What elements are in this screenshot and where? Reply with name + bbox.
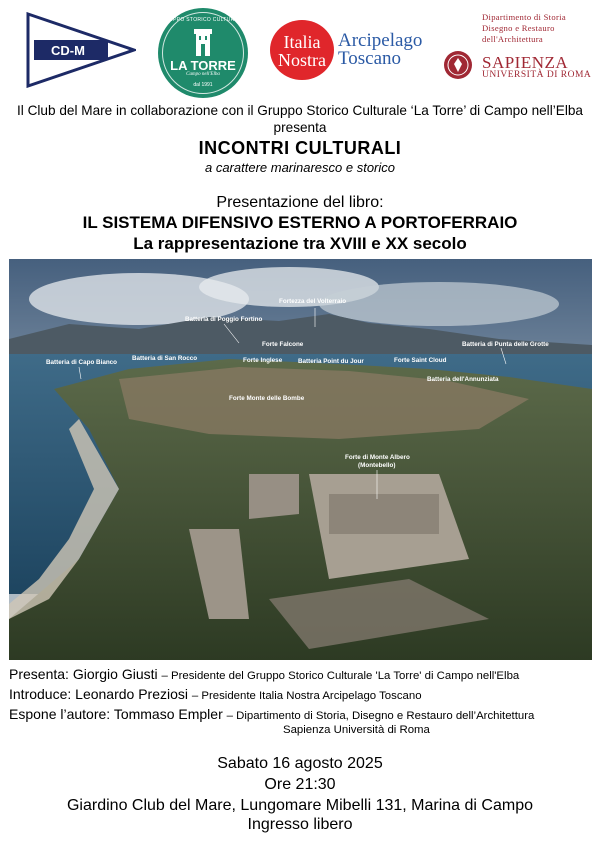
credit-introduce-label: Introduce: Leonardo Preziosi	[9, 686, 188, 702]
label-montebello: (Montebello)	[358, 462, 396, 469]
dipartimento-line2: Disegno e Restauro	[482, 23, 555, 33]
credit-introduce-role: – Presidente Italia Nostra Arcipelago Toscano	[191, 690, 422, 702]
arcipelago-line2: Toscano	[338, 48, 402, 69]
credit-presenta-role: – Presidente del Gruppo Storico Culturale 'La Torre' di Campo nell'Elba	[161, 670, 520, 682]
event-entry: Ingresso libero	[247, 816, 353, 833]
label-forte-falcone: Forte Falcone	[262, 341, 304, 348]
club-del-mare-logo	[26, 12, 136, 88]
book-subtitle: La rappresentazione tra XVIII e XX secolo	[133, 234, 467, 253]
label-forte-saint-cloud: Forte Saint Cloud	[394, 357, 447, 364]
label-batteria-point-du-jour: Batteria Point du Jour	[298, 358, 364, 365]
credit-presenta	[9, 666, 519, 682]
event-title: INCONTRI CULTURALI	[198, 138, 402, 158]
torre-sub: Campo nell'Elba	[186, 72, 220, 77]
label-fortezza-volterraio: Fortezza del Volterraio	[279, 298, 347, 305]
italia-nostra-logo	[270, 20, 334, 80]
arcipelago-line1: Arcipelago	[338, 30, 423, 51]
aerial-photo	[9, 259, 592, 660]
label-batteria-punta-grotte: Batteria di Punta delle Grotte	[462, 341, 549, 348]
dipartimento-line1: Dipartimento di Storia	[482, 12, 566, 22]
sapienza-sub: UNIVERSITÀ DI ROMA	[482, 70, 592, 80]
label-batteria-capo-bianco: Batteria di Capo Bianco	[46, 359, 118, 366]
dipartimento-logo	[482, 12, 594, 45]
book-intro: Presentazione del libro:	[216, 194, 384, 211]
event-place: Giardino Club del Mare, Lungomare Mibelli 131, Marina di Campo	[66, 797, 533, 814]
label-batteria-annunziata: Batteria dell'Annunziata	[427, 376, 499, 383]
sapienza-name: SAPIENZA	[482, 53, 569, 72]
label-forte-inglese: Forte Inglese	[243, 357, 283, 364]
event-time: Ore 21:30	[264, 776, 336, 793]
credit-espone-affiliation: Sapienza Università di Roma	[283, 724, 430, 736]
presenta-text: presenta	[273, 120, 327, 135]
sapienza-seal-icon	[443, 50, 473, 80]
cdm-logo-text: CD-M	[51, 43, 85, 58]
event-subtitle: a carattere marinaresco e storico	[204, 160, 396, 175]
credit-espone	[9, 706, 534, 722]
event-date: Sabato 16 agosto 2025	[217, 755, 383, 772]
torre-name: LA TORRE	[170, 58, 236, 73]
italia-nostra-line2: Nostra	[278, 50, 326, 70]
intro-text: Il Club del Mare in collaborazione con il Gruppo Storico Culturale ‘La Torre’ di Campo nell’Elba	[17, 103, 583, 118]
credit-presenta-label: Presenta: Giorgio Giusti	[9, 666, 158, 682]
dipartimento-line3: dell'Architettura	[482, 34, 544, 44]
torre-dal: dal 1991	[193, 82, 213, 88]
book-title: IL SISTEMA DIFENSIVO ESTERNO A PORTOFERRAIO	[82, 213, 518, 232]
label-forte-monte-albero: Forte di Monte Albero	[345, 454, 410, 461]
credit-espone-role: – Dipartimento di Storia, Disegno e Restauro dell’Architettura	[226, 710, 535, 722]
credit-espone-label: Espone l’autore: Tommaso Empler	[9, 706, 223, 722]
label-forte-monte-bombe: Forte Monte delle Bombe	[229, 395, 305, 402]
tower-icon	[190, 28, 216, 56]
label-batteria-poggio-fortino: Batteria di Poggio Fortino	[185, 316, 263, 323]
label-batteria-san-rocco: Batteria di San Rocco	[132, 355, 198, 362]
italia-nostra-line1: Italia	[283, 32, 321, 52]
la-torre-logo	[158, 8, 248, 98]
torre-top-text: GRUPPO STORICO CULTURALE	[161, 17, 245, 23]
credit-introduce	[9, 686, 422, 702]
